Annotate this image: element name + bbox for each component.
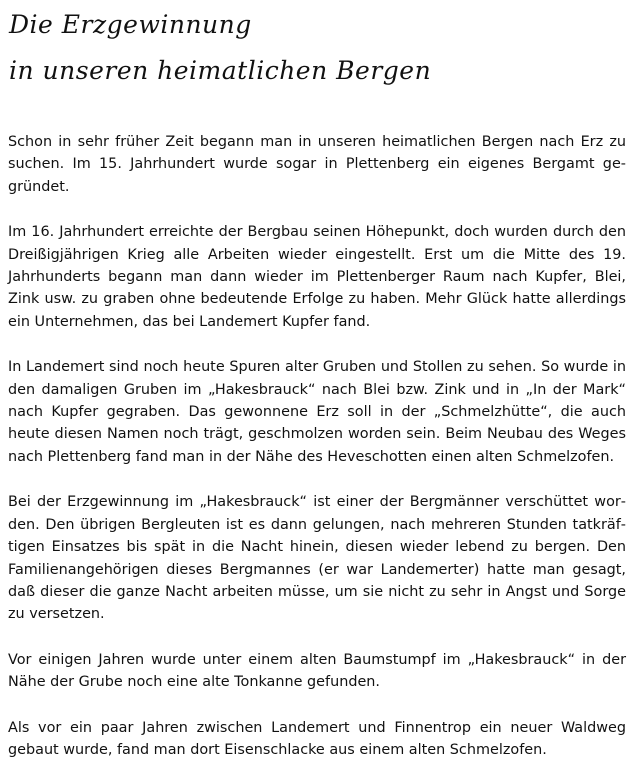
paragraph-6: Als vor ein paar Jahren zwischen Landemert und Finnentrop ein neuer Waldweg gebaut wurde, fand man dort Eisenschlacke aus einem alten Schmelzofen. bbox=[8, 719, 626, 758]
paragraph-1: Schon in sehr früher Zeit begann man in unseren heimatlichen Bergen nach Erz zu suchen. Im 15. Jahrhundert wurde sogar in Plettenberg ein eigenes Bergamt gegründet. bbox=[8, 134, 626, 195]
paragraph-3: In Landemert sind noch heute Spuren alter Gruben und Stollen zu sehen. So wurde in den damaligen Gruben im „Hakesbrauck“ nach Blei bzw. Zink und in „In der Mark“ nach Kupfer gegraben. Das gewonnene Erz soll in der „Schmelzhütte“, die auch heute diesen Namen noch trägt, geschmolzen worden sein. Beim Neubau des Weges nach Plettenberg fand man in der Nähe des Heveschotten einen alten Schmelzofen. bbox=[8, 359, 626, 465]
paragraph-2: Im 16. Jahrhundert erreichte der Bergbau seinen Höhepunkt, doch wurden durch den Dreißigjährigen Krieg alle Arbeiten wieder eingestellt. Erst um die Mitte des 19. Jahrhunderts begann man dann wieder im Plettenberger Raum nach Kupfer, Blei, Zink usw. zu graben ohne bedeutende Erfolge zu haben. Mehr Glück hatte allerdings ein Unternehmen, das bei Landemert Kupfer fand. bbox=[8, 224, 626, 330]
paragraph-5: Vor einigen Jahren wurde unter einem alten Baumstumpf im „Hakesbrauck“ in der Nähe der Grube noch eine alte Tonkanne gefunden. bbox=[8, 651, 626, 691]
paragraph-4: Bei der Erzgewinnung im „Hakesbrauck“ ist einer der Bergmänner verschüttet worden. Den übrigen Bergleuten ist es dann gelungen, nach mehreren Stunden tatkräftigen Einsatzes bis spät in die Nacht hinein, diesen wieder lebend zu bergen. Den Familienangehörigen dieses Bergmannes (er war Landemerter) hatte man gesagt, daß dieser die ganze Nacht arbeiten müsse, um sie nicht zu sehr in Angst und Sorge zu versetzen. bbox=[8, 494, 626, 623]
document-title-line-2: in unseren heimatlichen Bergen bbox=[9, 56, 432, 85]
document-body bbox=[8, 131, 626, 784]
document-title-line-1: Die Erzgewinnung bbox=[9, 10, 252, 39]
